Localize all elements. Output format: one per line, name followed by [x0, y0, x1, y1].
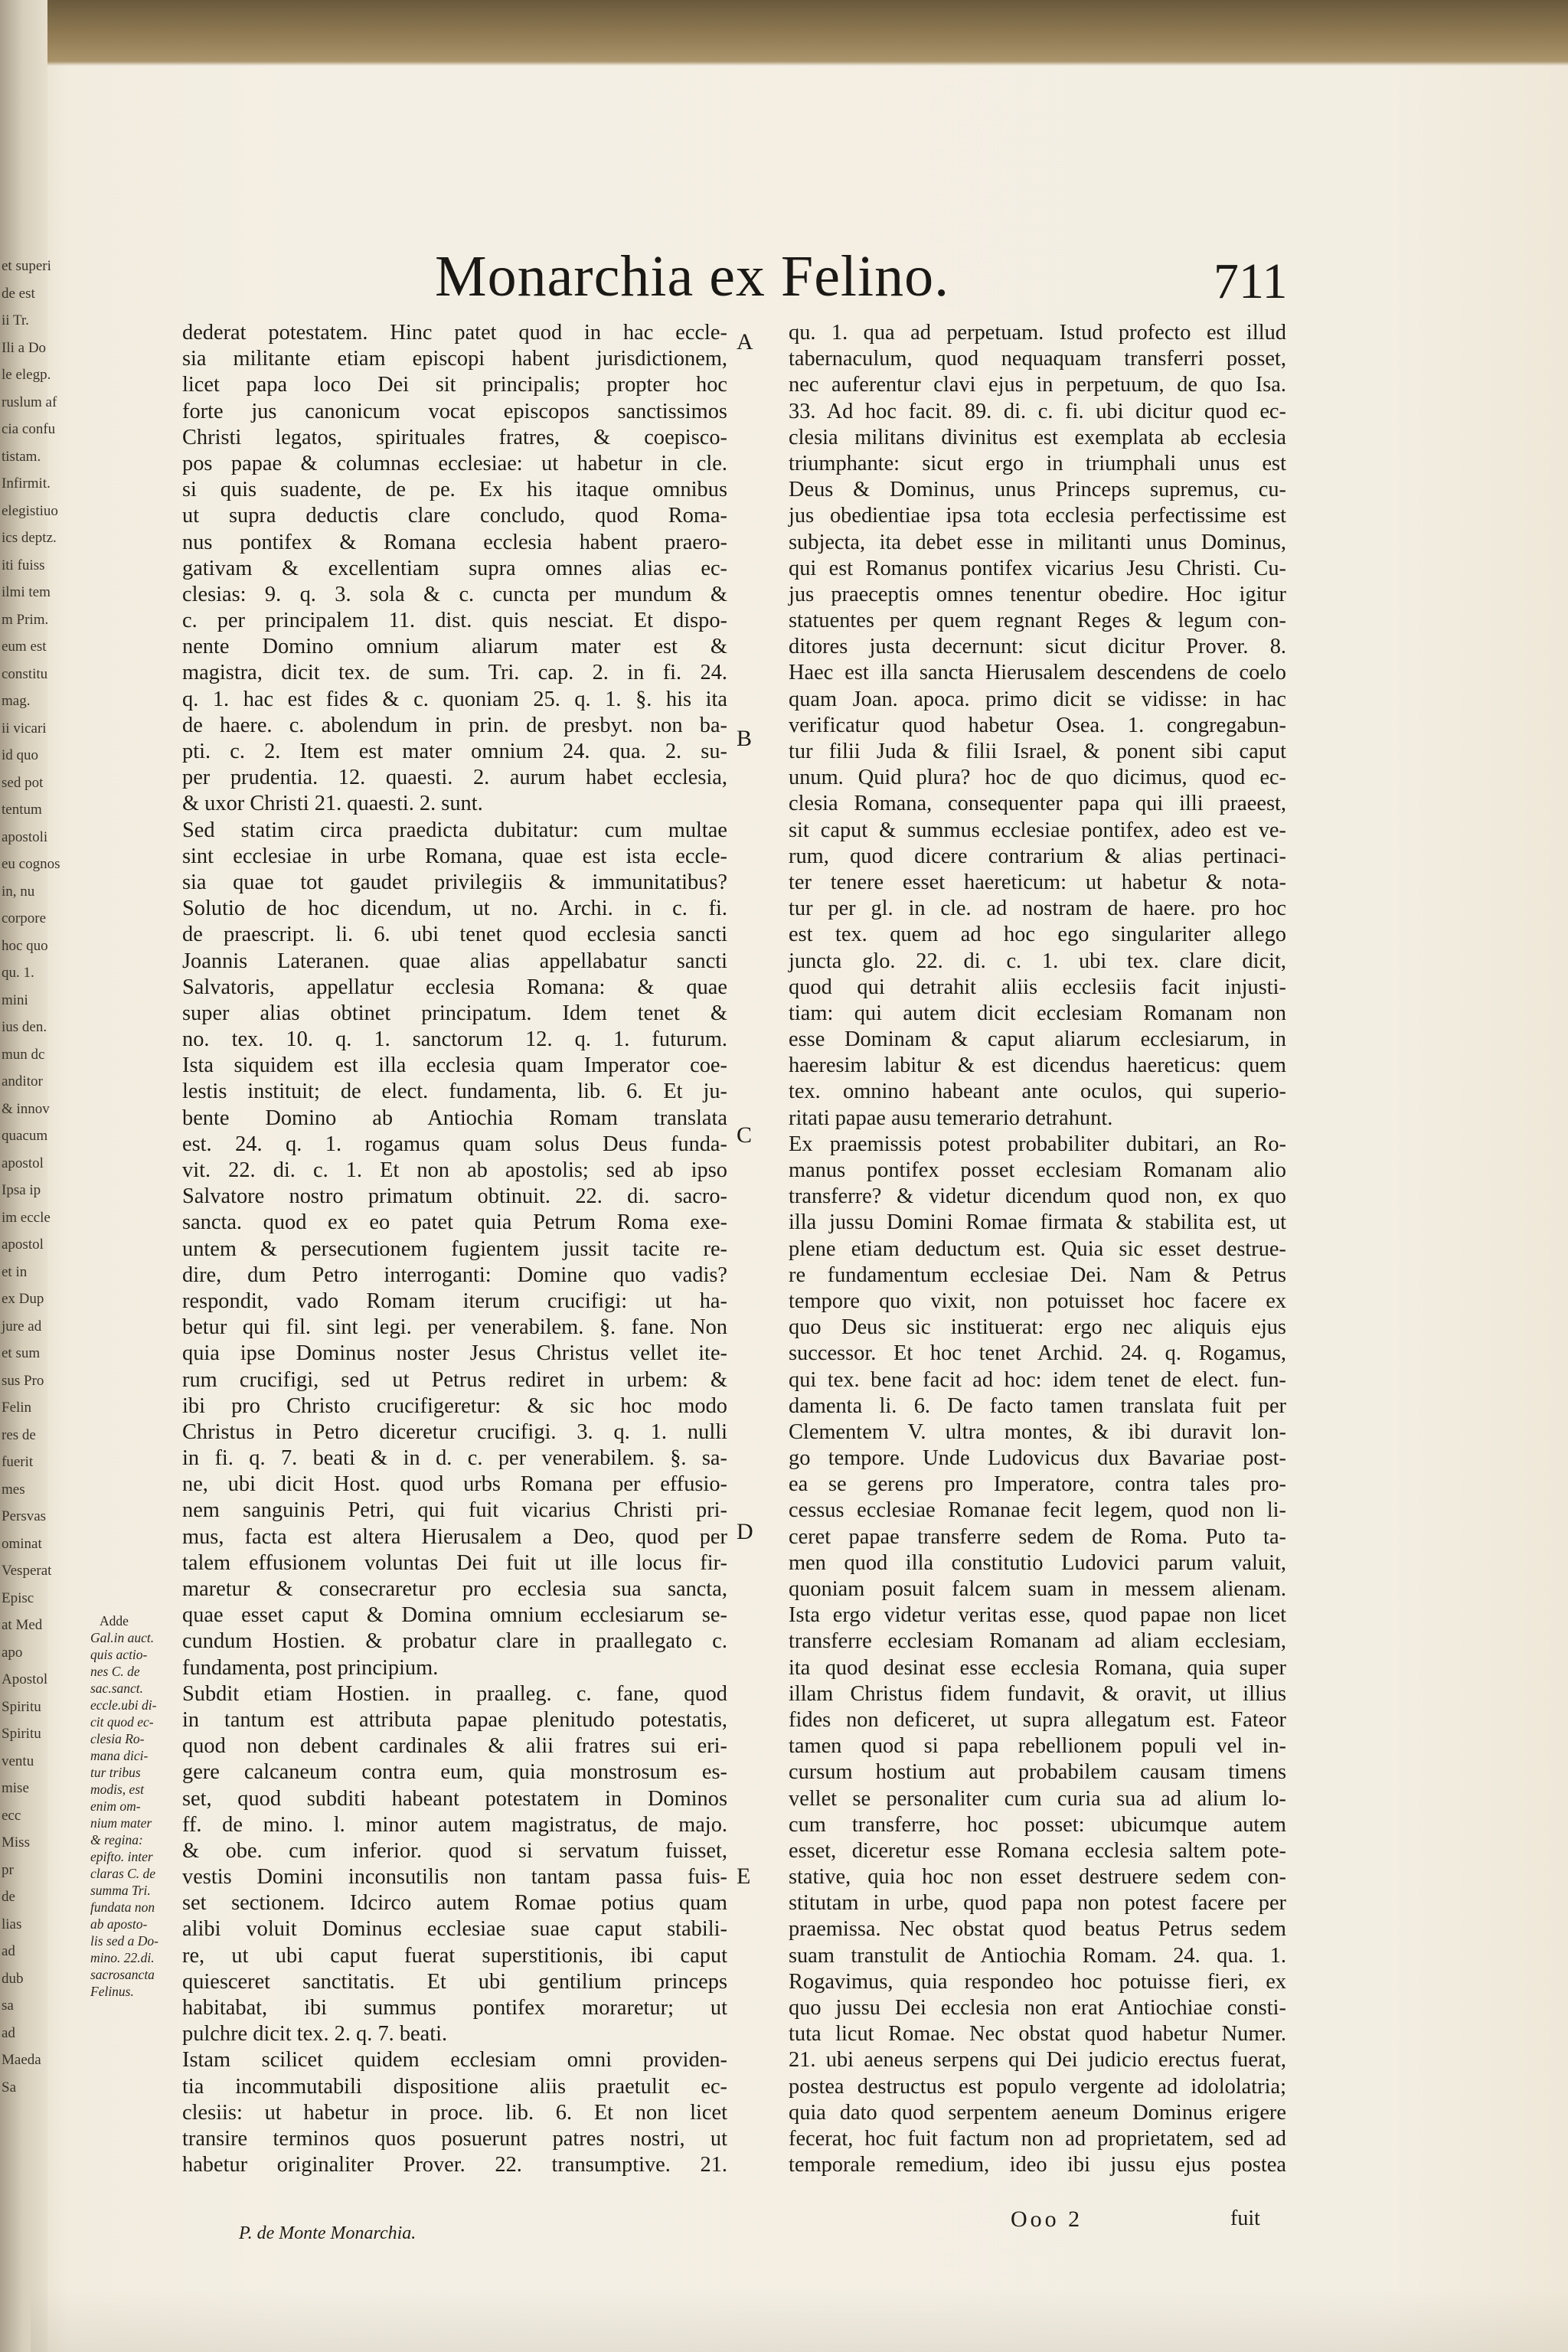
text-line: suam transtulit de Antiochia Romam. 24. qua. 1. — [789, 1943, 1286, 1968]
text-line: quod qui detrahit aliis ecclesiis facit injusti- — [789, 975, 1286, 999]
text-line: Solutio de hoc dicendum, ut no. Archi. in c. fi. — [182, 897, 727, 921]
marginal-note-line: lis sed a Do- — [90, 1933, 158, 1949]
text-line: cum transferre, hoc posset: ubicumque autem — [789, 1812, 1286, 1837]
page-number: 711 — [1214, 253, 1288, 309]
facing-page-fragment: eum est — [2, 639, 47, 655]
marginal-note-line: sacrosancta — [90, 1967, 155, 1982]
facing-page-fragment: ex Dup — [2, 1291, 44, 1307]
margin-letter-e: E — [737, 1864, 751, 1889]
text-line: ne, ubi dicit Host. quod urbs Romana per effusio- — [182, 1472, 727, 1497]
text-line: untem & persecutionem fugientem jussit tacite re- — [182, 1236, 727, 1261]
facing-page-fragment: hoc quo — [2, 937, 48, 954]
facing-page-fragment: qu. 1. — [2, 965, 34, 981]
text-line: si quis suadente, de pe. Ex his itaque omnibus — [182, 478, 727, 502]
text-line: unum. Quid plura? hoc de quo dicimus, quod ec- — [789, 766, 1286, 790]
text-line: fecerat, hoc fuit factum non ad proprietatem, sed ad — [789, 2126, 1286, 2151]
facing-page-fragment: mes — [2, 1481, 25, 1498]
text-line: tempore quo vixit, non potuisset hoc facere ex — [789, 1289, 1286, 1313]
facing-page-fragment: de est — [2, 285, 35, 302]
text-line: men quod illa constitutio Ludovici parum valuit, — [789, 1550, 1286, 1575]
text-line: ibi pro Christo crucifigeretur: & sic hoc modo — [182, 1393, 727, 1418]
text-line: Deus & Dominus, unus Princeps supremus, cu- — [789, 478, 1286, 502]
text-line: sia quae tot gaudet privilegiis & immunitatibus? — [182, 870, 727, 894]
facing-page-fragment: at Med — [2, 1617, 43, 1633]
text-line: qui tex. bene facit ad hoc: idem tenet de elect. fun- — [789, 1367, 1286, 1392]
text-line: pulchre dicit tex. 2. q. 7. beati. — [182, 2022, 448, 2047]
marginal-note-line: nes C. de — [90, 1664, 140, 1679]
marginal-note-line: cit quod ec- — [90, 1714, 154, 1730]
text-line: tamen quod si papa rebellionem populi vel in- — [789, 1734, 1286, 1759]
text-line: re, ut ubi caput fuerat superstitionis, ibi caput — [182, 1943, 727, 1968]
facing-page-fragment: quacum — [2, 1128, 48, 1144]
facing-page-fragment: Ili a Do — [2, 339, 47, 356]
facing-page-edge — [0, 0, 60, 2352]
text-line: lestis instituit; de elect. fundamenta, lib. 6. Et ju- — [182, 1080, 727, 1104]
marginal-note-line: quis actio- — [90, 1647, 148, 1662]
facing-page-fragment: sa — [2, 1998, 14, 2014]
text-line: tuta licut Romae. Nec obstat quod habetur Numer. — [789, 2022, 1286, 2047]
text-line: plene etiam deductum est. Quia sic esset destrue- — [789, 1236, 1286, 1261]
text-line: Ex praemissis potest probabiliter dubitari, an Ro- — [789, 1132, 1286, 1156]
text-line: ceret papae transferre sedem de Roma. Puto ta- — [789, 1524, 1286, 1549]
text-line: no. tex. 10. q. 1. sanctorum 12. q. 1. futurum. — [182, 1027, 727, 1052]
facing-page-fragment: anditor — [2, 1073, 43, 1089]
facing-page-fragment: Felin — [2, 1400, 32, 1416]
text-line: Ista siquidem est illa ecclesia quam Imperator coe- — [182, 1054, 727, 1078]
text-line: set sectionem. Idcirco autem Romae potius quam — [182, 1891, 727, 1916]
marginal-note-line: Felinus. — [90, 1984, 134, 1999]
text-line: tur per gl. in cle. ad nostram de haere. pro hoc — [789, 897, 1286, 921]
facing-page-fragment: ics deptz. — [2, 530, 57, 546]
text-line: quo jussu Dei ecclesia non erat Antiochiae consti- — [789, 1996, 1286, 2020]
text-line: Sed statim circa praedicta dubitatur: cum multae — [182, 818, 727, 842]
margin-letter-c: C — [737, 1122, 753, 1148]
text-line: ea se gerens pro Imperatore, contra tales pro- — [789, 1472, 1286, 1497]
facing-page-fragment: Vesperat — [2, 1563, 52, 1579]
text-line: successor. Et hoc tenet Archid. 24. q. Rogamus, — [789, 1341, 1286, 1366]
text-line: stitutam in urbe, quod papa non potest facere per — [789, 1891, 1286, 1916]
text-line: clesia Romana, consequenter papa qui illi praeest, — [789, 792, 1286, 816]
text-line: esse Dominam & caput aliarum ecclesiarum, in — [789, 1027, 1286, 1052]
text-line: quam Joan. apoca. primo dicit se vidisse: in hac — [789, 687, 1286, 711]
facing-page-fragment: le elegp. — [2, 367, 51, 383]
facing-page-fragment: et sum — [2, 1345, 41, 1361]
facing-page-fragment: eu cognos — [2, 856, 60, 872]
text-line: qu. 1. qua ad perpetuam. Istud profecto est illud — [789, 321, 1286, 345]
text-line: subjecta, ita debet esse in militanti unus Dominus, — [789, 530, 1286, 554]
text-line: re fundamentum ecclesiae Dei. Nam & Petrus — [789, 1263, 1286, 1287]
text-line: rum crucifigi, sed ut Petrus rediret in urbem: & — [182, 1367, 727, 1392]
facing-page-fragment: in, nu — [2, 883, 35, 900]
text-line: transire terminos quos posuerunt patres nostri, ut — [182, 2126, 727, 2151]
marginal-note-line: Adde — [100, 1613, 129, 1628]
text-line: jus praeceptis omnes tenentur obedire. Hoc igitur — [789, 582, 1286, 606]
text-line: haeresim labitur & est dicendus haereticus: quem — [789, 1054, 1286, 1078]
facing-page-fragment: id quo — [2, 747, 39, 763]
facing-page-fragment: apostol — [2, 1236, 44, 1253]
facing-page-fragment: sus Pro — [2, 1372, 44, 1389]
marginal-note-line: fundata non — [90, 1900, 155, 1915]
text-line: tabernaculum, quod nequaquam transferri posset, — [789, 347, 1286, 371]
text-line: triumphante: sicut ergo in triumphali unus est — [789, 451, 1286, 475]
facing-page-fragment: Miss — [2, 1834, 30, 1851]
facing-page-fragment: apostol — [2, 1155, 44, 1171]
text-line: transferre? & videtur dicendum quod non, ex quo — [789, 1184, 1286, 1209]
text-line: habitabat, ibi summus pontifex moraretur; ut — [182, 1996, 727, 2020]
text-line: tiam: qui autem dicit ecclesiam Romanam non — [789, 1001, 1286, 1025]
text-line: gere calcaneum contra eum, quia monstrosum es- — [182, 1760, 727, 1785]
text-line: Rogavimus, quia respondeo hoc potuisse fieri, ex — [789, 1969, 1286, 1994]
text-line: manus pontifex posset ecclesiam Romanam alio — [789, 1158, 1286, 1182]
text-line: Istam scilicet quidem ecclesiam omni providen- — [182, 2048, 727, 2073]
facing-page-fragment: im eccle — [2, 1209, 51, 1226]
facing-page-fragment: ius den. — [2, 1019, 47, 1035]
text-line: est. 24. q. 1. rogamus quam solus Deus funda- — [182, 1132, 727, 1156]
text-line: ff. de mino. l. minor autem magistratus, de majo. — [182, 1812, 727, 1837]
marginal-note-line: Gal.in auct. — [90, 1630, 155, 1645]
facing-page-fragment: ii vicari — [2, 720, 47, 737]
running-title: Monarchia ex Felino. — [435, 244, 950, 309]
facing-page-fragment: dub — [2, 1970, 24, 1987]
signature-mark: Ooo 2 — [1011, 2207, 1083, 2232]
facing-page-fragment: ominat — [2, 1535, 42, 1552]
text-line: in fi. q. 7. beati & in d. c. per venerabilem. §. sa- — [182, 1446, 727, 1471]
marginal-note-line: summa Tri. — [90, 1883, 151, 1898]
text-line: damenta li. 6. De facto tamen translata fuit per — [789, 1393, 1286, 1418]
facing-page-fragment: de — [2, 1889, 15, 1905]
text-line: gativam & excellentiam supra omnes alias ec- — [182, 556, 727, 580]
text-line: qui est Romanus pontifex vicarius Jesu Christi. Cu- — [789, 556, 1286, 580]
facing-page-fragment: res de — [2, 1426, 36, 1443]
text-line: est tex. quem ad hoc ego singulariter allego — [789, 923, 1286, 947]
text-line: sancta. quod ex eo patet quia Petrum Roma exe- — [182, 1210, 727, 1235]
text-line: respondit, vado Romam iterum crucifigi: ut ha- — [182, 1289, 727, 1313]
text-line: cessus ecclesiae Romanae fecit legem, quod non li- — [789, 1498, 1286, 1523]
text-line: talem effusionem voluntas Dei fuit ut ille locus fir- — [182, 1550, 727, 1575]
text-line: fundamenta, post principium. — [182, 1655, 439, 1680]
text-line: go tempore. Unde Ludovicus dux Bavariae post- — [789, 1446, 1286, 1471]
facing-page-fragment: tentum — [2, 802, 42, 818]
facing-page-fragment: apo — [2, 1644, 23, 1661]
text-line: sia militante etiam episcopi habent jurisdictionem, — [182, 347, 727, 371]
text-line: dederat potestatem. Hinc patet quod in hac eccle- — [182, 321, 727, 345]
facing-page-fragment: mag. — [2, 693, 31, 709]
text-line: illa jussu Domini Romae firmata & stabilita est, ut — [789, 1210, 1286, 1235]
right-column — [789, 320, 1286, 2178]
text-line: nus pontifex & Romana ecclesia habent praero- — [182, 530, 727, 554]
facing-page-fragment: Ipsa ip — [2, 1182, 41, 1198]
text-line: & obe. cum inferior. quod si servatum fuisset, — [182, 1838, 727, 1863]
text-line: tia incommutabili dispositione aliis praetulit ec- — [182, 2074, 727, 2099]
text-line: habetur originaliter Prover. 22. transumptive. 21. — [182, 2153, 727, 2177]
marginal-note-line: claras C. de — [90, 1866, 156, 1881]
text-line: Clementem V. ultra montes, & ibi duravit lon- — [789, 1419, 1286, 1444]
margin-letter-d: D — [737, 1519, 753, 1544]
facing-page-fragment: tistam. — [2, 448, 41, 465]
text-line: vit. 22. di. c. 1. Et non ab apostolis; sed ab ipso — [182, 1158, 727, 1182]
text-line: quae esset caput & Domina omnium ecclesiarum se- — [182, 1603, 727, 1628]
text-line: quia dato quod serpentem aeneum Dominus erigere — [789, 2100, 1286, 2125]
text-line: fides non deficeret, ut supra allegatum est. Fateor — [789, 1707, 1286, 1732]
facing-page-fragment: et in — [2, 1263, 28, 1280]
marginal-note-line: clesia Ro- — [90, 1731, 145, 1746]
facing-page-fragment: Persvas — [2, 1508, 47, 1524]
facing-page-fragment: elegistiuo — [2, 502, 58, 519]
text-line: maretur & consecraretur pro ecclesia sua sancta, — [182, 1577, 727, 1601]
marginal-note-line: nium mater — [90, 1815, 152, 1831]
facing-page-fragment: Apostol — [2, 1671, 48, 1687]
text-line: alibi voluit Dominus ecclesiae suae caput stabili- — [182, 1917, 727, 1942]
text-line: bente Domino ab Antiochia Romam translata — [182, 1106, 727, 1130]
left-column — [182, 320, 727, 2178]
facing-page-fragment: ad — [2, 2024, 15, 2041]
text-line: ita quod desinat esse ecclesia Romana, quia super — [789, 1655, 1286, 1680]
text-line: transferre ecclesiam Romanam ad aliam ecclesiam, — [789, 1629, 1286, 1654]
page-shadow — [31, 2289, 1568, 2352]
text-line: dire, dum Petro interroganti: Domine quo vadis? — [182, 1263, 727, 1287]
text-line: licet papa loco Dei sit principalis; propter hoc — [182, 373, 727, 397]
text-line: Christi legatos, spirituales fratres, & coepisco- — [182, 425, 727, 449]
text-line: c. per principalem 11. dist. quis nesciat. Et dispo- — [182, 609, 727, 633]
text-line: pos papae & columnas ecclesiae: ut habetur in cle. — [182, 451, 727, 475]
text-line: praemissa. Nec obstat quod beatus Petrus sedem — [789, 1917, 1286, 1942]
text-line: ter tenere esset haereticum: ut habetur & nota- — [789, 870, 1286, 894]
footer-left-catch: P. de Monte Monarchia. — [239, 2223, 416, 2243]
text-line: esset, diceretur esse Romana ecclesia saltem pote- — [789, 1838, 1286, 1863]
text-line: de haere. c. abolendum in prin. de presbyt. non ba- — [182, 713, 727, 737]
text-line: & uxor Christi 21. quaesti. 2. sunt. — [182, 792, 483, 816]
text-line: Subdit etiam Hostien. in praalleg. c. fane, quod — [182, 1681, 727, 1706]
facing-page-fragment: et superi — [2, 258, 51, 274]
facing-page-fragment: Spiritu — [2, 1698, 41, 1715]
text-line: juncta glo. 22. di. c. 1. ubi tex. clare dicit, — [789, 949, 1286, 973]
text-line: pti. c. 2. Item est mater omnium 24. qua. 2. su- — [182, 740, 727, 763]
text-line: Haec est illa sancta Hierusalem descendens de coelo — [789, 661, 1286, 685]
text-line: nec auferentur clavi ejus in perpetuum, de quo Isa. — [789, 373, 1286, 397]
text-line: clesiis: ut habetur in proce. lib. 6. Et non licet — [182, 2100, 727, 2125]
text-line: q. 1. hac est fides & c. quoniam 25. q. 1. §. his ita — [182, 687, 727, 711]
facing-page-fragment: Maeda — [2, 2052, 41, 2068]
text-line: ritati papae ausu temerario detrahunt. — [789, 1106, 1113, 1130]
text-line: quia ipse Dominus noster Jesus Christus vellet ite- — [182, 1341, 727, 1366]
text-line: ut supra deductis clare concludo, quod Roma- — [182, 504, 727, 528]
marginal-note-line: mino. 22.di. — [90, 1950, 155, 1965]
facing-page-fragment: fuerit — [2, 1454, 34, 1470]
text-line: Salvatoris, appellatur ecclesia Romana: & quae — [182, 975, 727, 999]
text-line: forte jus canonicum vocat episcopos sanctissimos — [182, 399, 727, 423]
marginal-note-line: mana dici- — [90, 1748, 149, 1763]
facing-page-fragment: mun dc — [2, 1046, 45, 1063]
facing-page-fragment: m Prim. — [2, 611, 49, 628]
text-line: quod non debent cardinales & alii fratres sui eri- — [182, 1734, 727, 1759]
text-line: per prudentia. 12. quaesti. 2. aurum habet ecclesia, — [182, 766, 727, 790]
text-line: Ista ergo videtur veritas esse, quod papae non licet — [789, 1603, 1286, 1628]
text-line: temporale remedium, ideo ibi jussu ejus postea — [789, 2153, 1286, 2177]
marginal-note-line: eccle.ubi di- — [90, 1697, 157, 1713]
text-line: 33. Ad hoc facit. 89. di. c. fi. ubi dicitur quod ec- — [789, 399, 1286, 423]
facing-page-fragment: apostoli — [2, 828, 48, 845]
text-line: sint ecclesiae in urbe Romana, quae est ista eccle- — [182, 844, 727, 868]
text-line: sit caput & summus ecclesiae pontifex, adeo est ve- — [789, 818, 1286, 842]
facing-page-fragment: sed pot — [2, 774, 44, 791]
facing-page-fragment: ecc — [2, 1807, 21, 1824]
text-line: verificatur quod habetur Osea. 1. congregabun- — [789, 713, 1286, 737]
text-line: mus, facta est altera Hierusalem a Deo, quod per — [182, 1524, 727, 1549]
facing-page-fragment: lias — [2, 1916, 22, 1932]
text-line: clesia militans divinitus est exemplata ab ecclesia — [789, 425, 1286, 449]
facing-page-fragment: pr — [2, 1861, 14, 1878]
facing-page-fragment: ilmi tem — [2, 584, 51, 600]
catchword: fuit — [1230, 2207, 1260, 2230]
text-line: quiesceret sanctitatis. Et ubi gentilium princeps — [182, 1969, 727, 1994]
facing-page-fragment: ii Tr. — [2, 312, 29, 328]
text-line: stative, quia hoc non esset destruere sedem con- — [789, 1865, 1286, 1890]
text-line: Christus in Petro diceretur crucifigi. 3. q. 1. nulli — [182, 1419, 727, 1444]
text-line: statuentes per quem regnant Reges & legum con- — [789, 609, 1286, 633]
text-line: betur qui fil. sint legi. per venerabilem. §. fane. Non — [182, 1315, 727, 1340]
text-line: vestis Domini inconsutilis non tantam passa fuis- — [182, 1865, 727, 1890]
text-line: in tantum est attributa papae plenitudo potestatis, — [182, 1707, 727, 1732]
facing-page-fragment: & innov — [2, 1100, 50, 1117]
text-line: tex. omnino habeant ante oculos, qui superio- — [789, 1080, 1286, 1104]
marginal-note — [90, 1612, 179, 2000]
text-line: set, quod subditi habeant potestatem in Dominos — [182, 1786, 727, 1811]
text-line: cursum hostium aut probabilem causam timens — [789, 1760, 1286, 1785]
text-line: Salvatore nostro primatum obtinuit. 22. di. sacro- — [182, 1184, 727, 1209]
text-line: jus obedientiae ipsa tota ecclesia perfectissime est — [789, 504, 1286, 528]
facing-page-fragment: Sa — [2, 2079, 16, 2096]
marginal-note-line: epifto. inter — [90, 1849, 153, 1864]
text-line: cundum Hostien. & probatur clare in praallegato c. — [182, 1629, 727, 1654]
facing-page-fragment: Spiritu — [2, 1726, 41, 1742]
facing-page-fragment: constitu — [2, 665, 48, 682]
margin-letter-a: A — [737, 329, 753, 354]
facing-page-fragment: ventu — [2, 1753, 34, 1769]
marginal-note-line: & regina: — [90, 1832, 143, 1847]
text-line: tur filii Juda & filii Israel, & ponent sibi caput — [789, 740, 1286, 763]
facing-page-fragment: Episc — [2, 1589, 34, 1606]
margin-letter-b: B — [737, 726, 753, 751]
facing-page-fragment: cia confu — [2, 421, 56, 437]
facing-page-fragment: mini — [2, 991, 28, 1008]
marginal-note-line: enim om- — [90, 1798, 141, 1814]
facing-page-fragment: ruslum af — [2, 394, 57, 410]
facing-page-fragment: ad — [2, 1943, 15, 1959]
text-line: ditores justa decernunt: sicut dicitur Prover. 8. — [789, 635, 1286, 659]
marginal-note-line: modis, est — [90, 1782, 144, 1797]
facing-page-fragment: iti fuiss — [2, 557, 45, 573]
marginal-note-line: sac.sanct. — [90, 1681, 144, 1696]
facing-page-fragment: mise — [2, 1780, 29, 1796]
text-line: super alias obtinet principatum. Idem tenet & — [182, 1001, 727, 1025]
text-line: illam Christus fidem fundavit, & oravit, ut illius — [789, 1681, 1286, 1706]
book-edge-top — [31, 0, 1568, 66]
text-line: nente Domino omnium aliarum mater est & — [182, 635, 727, 659]
text-line: 21. ubi aeneus serpens qui Dei judicio erectus fuerat, — [789, 2048, 1286, 2073]
text-line: clesias: 9. q. 3. sola & c. cuncta per mundum & — [182, 582, 727, 606]
text-line: quoniam posuit falcem suam in messem alienam. — [789, 1577, 1286, 1601]
facing-page-fragment: corpore — [2, 910, 47, 926]
text-line: vellet se personaliter cum curia sua ad alium lo- — [789, 1786, 1286, 1811]
marginal-note-line: ab aposto- — [90, 1916, 148, 1932]
text-line: quo Deus sic instituerat: ergo nec aliquis ejus — [789, 1315, 1286, 1340]
text-line: de praescript. li. 6. ubi tenet quod ecclesia sancti — [182, 923, 727, 947]
text-line: Joannis Lateranen. quae alias appellabatur sancti — [182, 949, 727, 973]
marginal-note-line: tur tribus — [90, 1765, 141, 1780]
facing-page-fragment: jure ad — [2, 1318, 42, 1334]
text-line: nem sanguinis Petri, qui fuit vicarius Christi pri- — [182, 1498, 727, 1523]
text-line: magistra, dicit tex. de sum. Tri. cap. 2. in fi. 24. — [182, 661, 727, 685]
text-line: postea destructus est populo vergente ad idololatria; — [789, 2074, 1286, 2099]
text-line: rum, quod dicere contrarium & alias pertinaci- — [789, 844, 1286, 868]
facing-page-fragment: Infirmit. — [2, 475, 51, 492]
